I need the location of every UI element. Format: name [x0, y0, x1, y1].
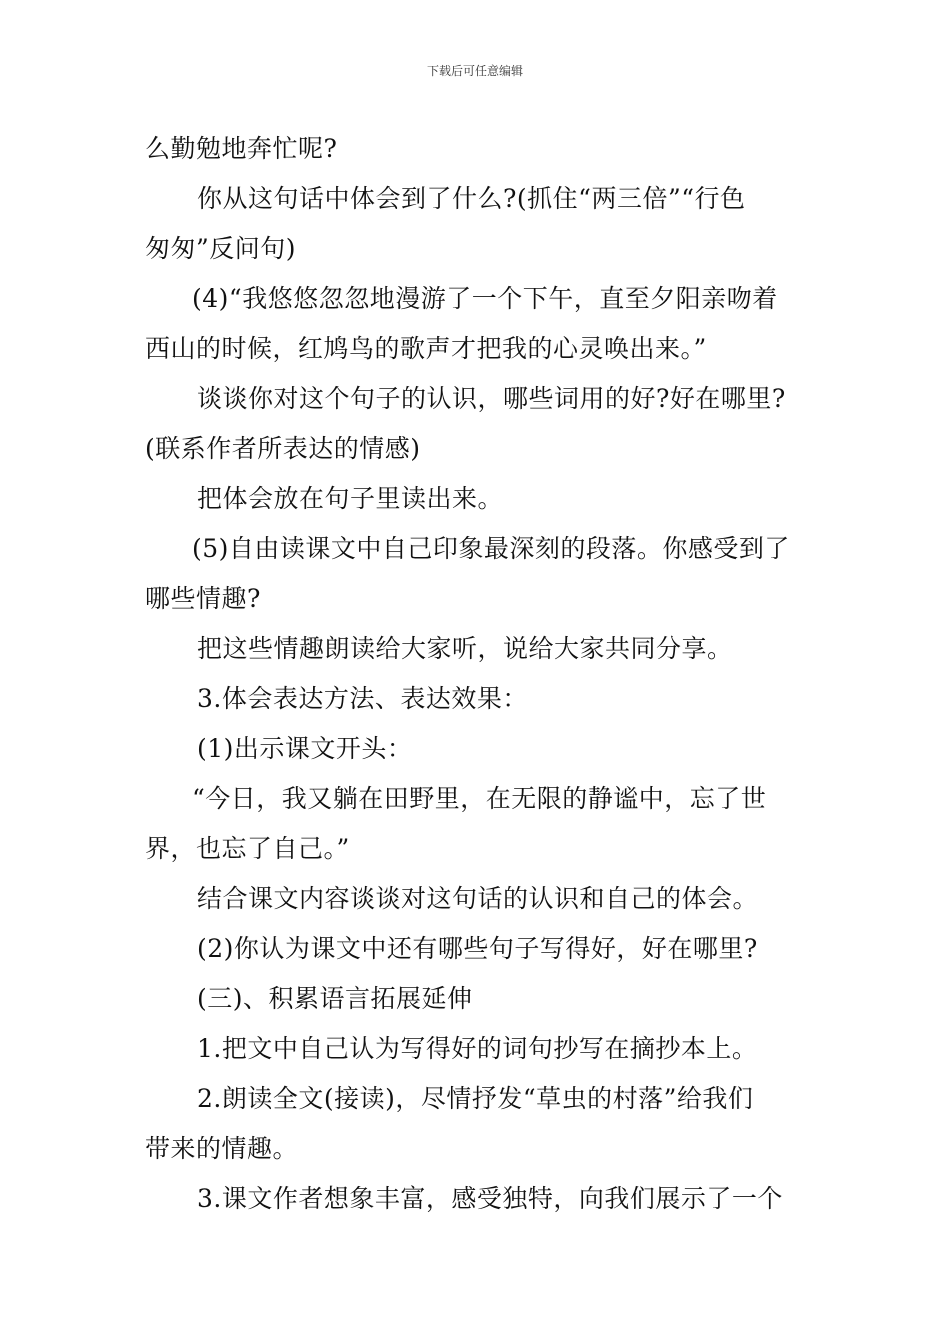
page-header: 下载后可任意编辑: [426, 64, 523, 78]
text-line: 把体会放在句子里读出来。: [197, 484, 504, 513]
text-line: (三)、积累语言拓展延伸: [197, 984, 473, 1013]
text-line: 哪些情趣?: [145, 584, 261, 613]
text-line: 谈谈你对这个句子的认识，哪些词用的好?好在哪里?: [197, 384, 786, 413]
text-line: (1)出示课文开头：: [197, 734, 413, 763]
text-line: 3.体会表达方法、表达效果：: [197, 684, 528, 713]
text-line: 带来的情趣。: [145, 1134, 299, 1163]
text-line: (5)自由读课文中自己印象最深刻的段落。你感受到了: [192, 534, 790, 563]
text-line: 1.把文中自己认为写得好的词句抄写在摘抄本上。: [197, 1034, 758, 1063]
text-line: 西山的时候，红鸠鸟的歌声才把我的心灵唤出来。”: [145, 334, 707, 363]
text-line: (2)你认为课文中还有哪些句子写得好，好在哪里?: [197, 934, 758, 963]
text-line: (4)“我悠悠忽忽地漫游了一个下午，直至夕阳亲吻着: [192, 284, 778, 313]
text-line: 么勤勉地奔忙呢?: [145, 134, 338, 163]
text-line: 结合课文内容谈谈对这句话的认识和自己的体会。: [197, 884, 759, 913]
text-line: 你从这句话中体会到了什么?(抓住“两三倍”“行色: [197, 184, 746, 213]
text-line: 界，也忘了自己。”: [145, 834, 350, 863]
text-line: “今日，我又躺在田野里，在无限的静谧中，忘了世: [192, 784, 767, 813]
document-body: [145, 124, 810, 1224]
text-line: (联系作者所表达的情感): [145, 434, 421, 463]
text-line: 3.课文作者想象丰富，感受独特，向我们展示了一个: [197, 1184, 783, 1213]
text-line: 匆匆”反问句): [145, 234, 297, 263]
text-line: 把这些情趣朗读给大家听，说给大家共同分享。: [197, 634, 733, 663]
text-line: 2.朗读全文(接读)，尽情抒发“草虫的村落”给我们: [197, 1084, 754, 1113]
